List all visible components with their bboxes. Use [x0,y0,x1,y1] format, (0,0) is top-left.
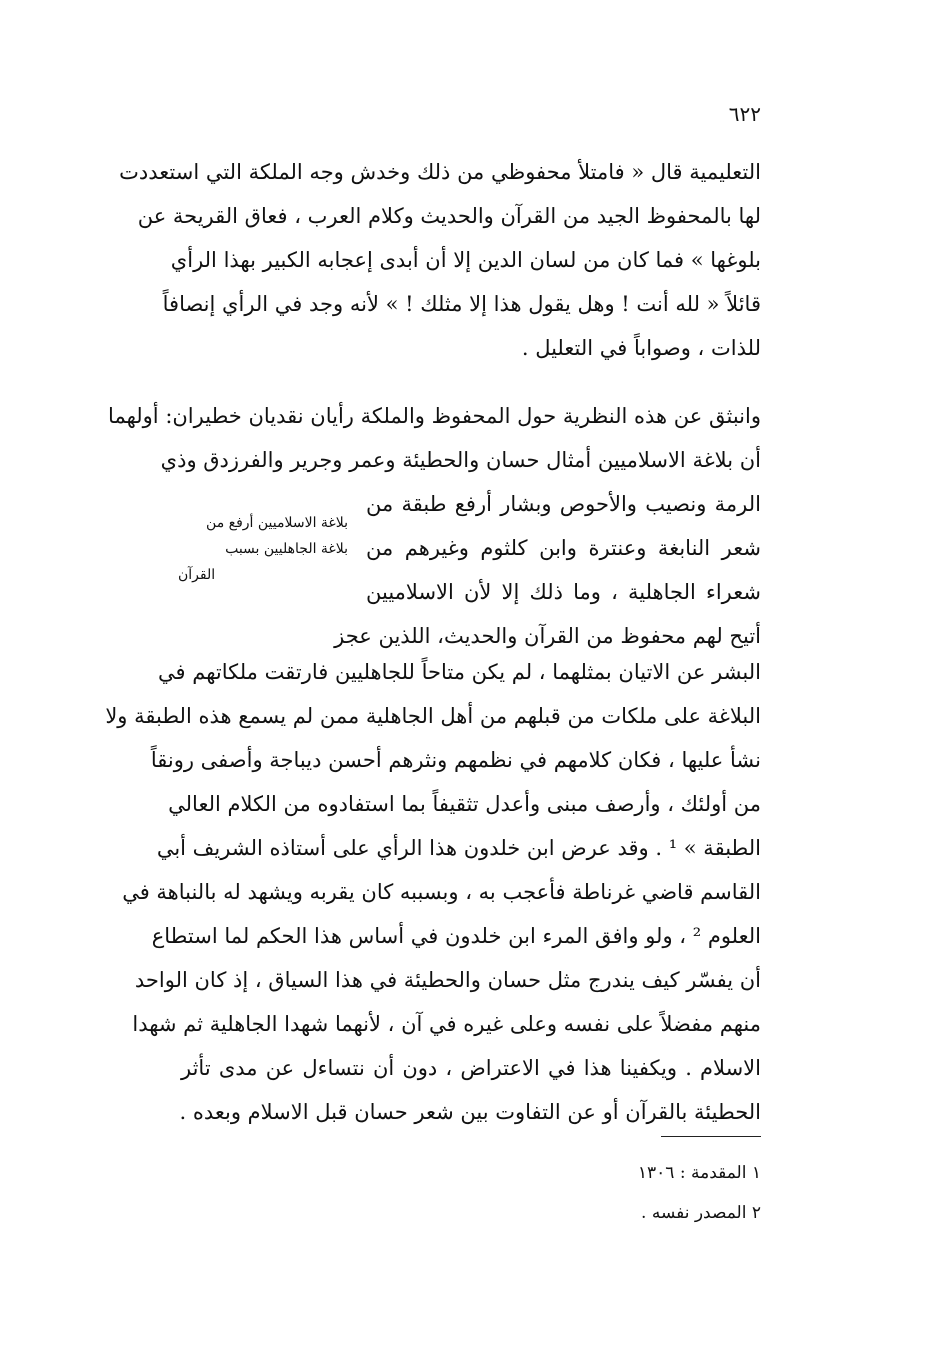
paragraph-2-narrow-line-3: شعراء الجاهلية ، وما ذلك إلا لأن الاسلاميين [366,580,761,604]
paragraph-2-narrow-line-4: أتيح لهم محفوظ من القرآن والحديث، اللذين عجز [334,624,761,648]
paragraph-2-narrow-line-2: شعر النابغة وعنترة وابن كلثوم وغيرهم من [366,536,761,560]
paragraph-2-line-11: منهم مفضلاً على نفسه وعلى غيره في آن ، لأنهما شهدا الجاهلية ثم شهدا [132,1012,761,1036]
paragraph-2-line-6: من أولئك ، وأرصف مبنى وأعدل تثقيفاً بما استفادوه من الكلام العالي [168,792,761,816]
footnote-divider [661,1136,761,1137]
margin-note [178,510,348,588]
paragraph-1-line-5: للذات ، وصواباً في التعليل . [521,336,761,360]
paragraph-1-line-3: بلوغها » فما كان من لسان الدين إلا أن أبدى إعجابه الكبير بهذا الرأي [170,248,761,272]
paragraph-2-line-12: الاسلام . ويكفينا هذا في الاعتراض ، دون أن نتساءل عن مدى تأثر [181,1056,761,1080]
margin-note-line-3: القرآن [178,567,216,583]
footnote-1: ١ المقدمة : ١٣٠٦ [637,1163,761,1183]
margin-note-line-2: بلاغة الجاهليين بسبب [225,541,348,557]
paragraph-2-line-10: أن يفسّر كيف يندرج مثل حسان والحطيئة في هذا السياق ، إذ كان الواحد [134,968,761,992]
paragraph-2-line-4: البلاغة على ملكات من قبلهم من أهل الجاهلية ممن لم يسمع هذه الطبقة ولا [105,704,761,728]
paragraph-2-line-9: العلوم ² ، ولو وافق المرء ابن خلدون في أساس هذا الحكم لما استطاع [151,924,761,948]
page-number: ٦٢٢ [728,102,761,126]
paragraph-1-line-2: لها بالمحفوظ الجيد من القرآن والحديث وكلام العرب ، فعاق القريحة عن [137,204,761,228]
paragraph-2-line-3: البشر عن الاتيان بمثلهما ، لم يكن متاحاً للجاهليين فارتقت ملكاتهم في [158,660,761,684]
paragraph-2-line-1: وانبثق عن هذه النظرية حول المحفوظ والملكة رأيان نقديان خطيران: أولهما [108,404,761,428]
paragraph-2-line-7: الطبقة » ¹ . وقد عرض ابن خلدون هذا الرأي على أستاذه الشريف أبي [156,836,761,860]
paragraph-2-line-2: أن بلاغة الاسلاميين أمثال حسان والحطيئة وعمر وجرير والفرزدق وذي [160,448,761,472]
paragraph-1-line-1: التعليمية قال « فامتلأ محفوظي من ذلك وخدش وجه الملكة التي استعددت [119,160,761,184]
paragraph-2-line-5: نشأ عليها ، فكان كلامهم في نظمهم ونثرهم أحسن ديباجة وأصفى رونقاً [150,748,761,772]
paragraph-2-line-13: الحطيئة بالقرآن أو عن التفاوت بين شعر حسان قبل الاسلام وبعده . [179,1100,761,1124]
paragraph-1-line-4: قائلاً « لله أنت ! وهل يقول هذا إلا مثلك ! » لأنه وجد في الرأي إنصافاً [162,292,761,316]
margin-note-line-1: بلاغة الاسلاميين أرفع من [206,515,348,531]
paragraph-2-narrow-line-1: الرمة ونصيب والأحوص وبشار أرفع طبقة من [366,492,761,516]
footnote-2: ٢ المصدر نفسه . [641,1203,761,1223]
paragraph-2-line-8: القاسم قاضي غرناطة فأعجب به ، وبسببه كان يقربه ويشهد له بالنباهة في [122,880,761,904]
